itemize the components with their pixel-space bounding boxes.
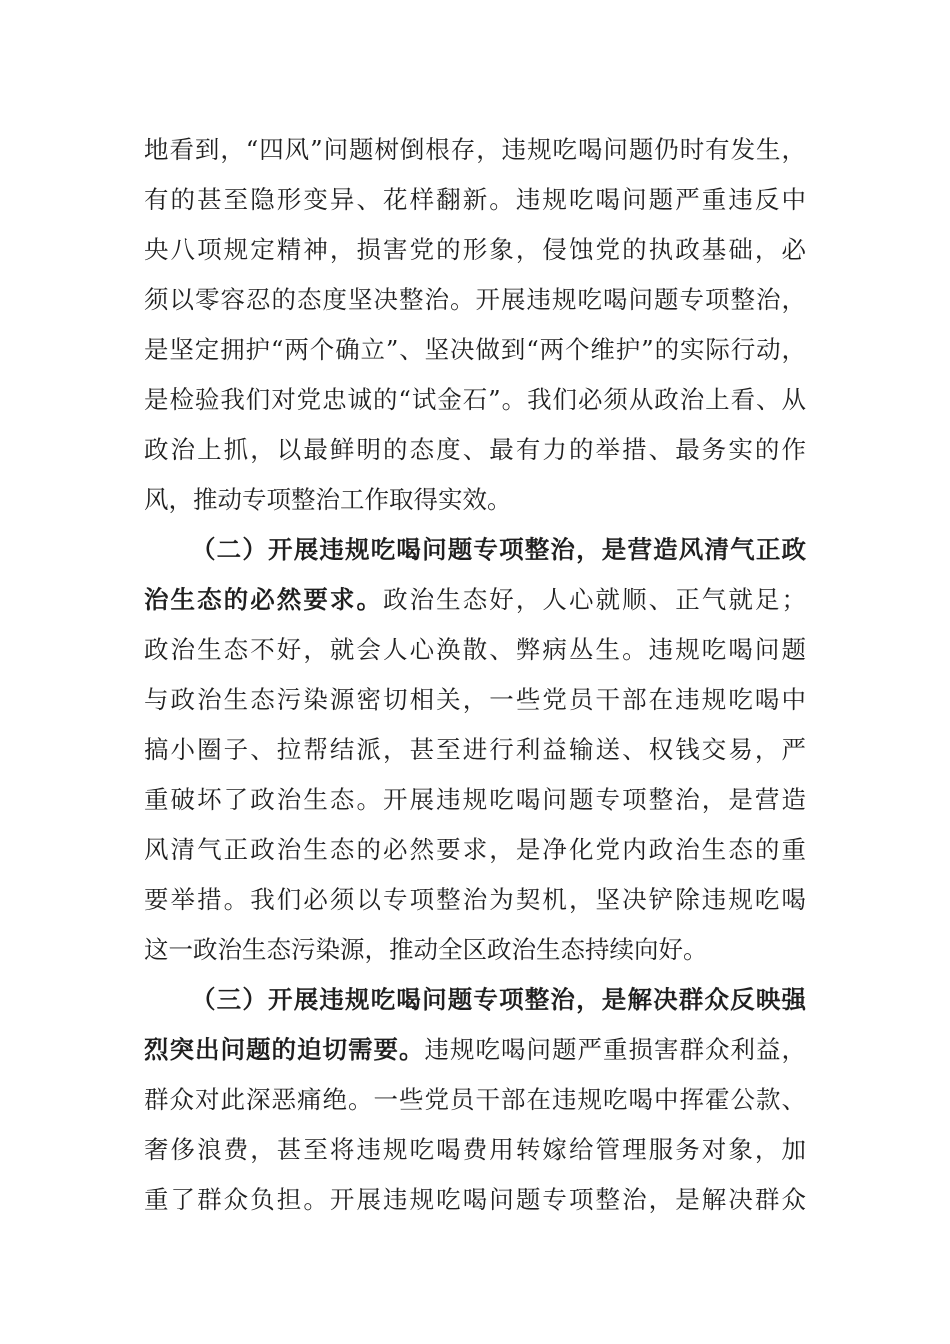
- text-line: 群众对此深恶痛绝。一些党员干部在违规吃喝中挥霍公款、: [144, 1085, 806, 1114]
- text-line: [144, 575, 806, 625]
- text-line: 与政治生态污染源密切相关，一些党员干部在违规吃喝中: [144, 685, 806, 714]
- section-heading-end: 治生态的必然要求。: [144, 585, 384, 614]
- text-line: 搞小圈子、拉帮结派，甚至进行利益输送、权钱交易，严: [144, 735, 806, 764]
- text-line: 政治上抓，以最鲜明的态度、最有力的举措、最务实的作: [144, 435, 806, 464]
- text-line: 有的甚至隐形变异、花样翻新。违规吃喝问题严重违反中: [144, 185, 806, 214]
- text-line: 是检验我们对党忠诚的“试金石”。我们必须从政治上看、从: [144, 385, 806, 414]
- text-line: 是坚定拥护“两个确立”、坚决做到“两个维护”的实际行动，: [144, 335, 806, 364]
- text-line: 央八项规定精神，损害党的形象，侵蚀党的执政基础，必: [144, 235, 806, 264]
- text-line: 风，推动专项整治工作取得实效。: [144, 485, 512, 514]
- text-line: 须以零容忍的态度坚决整治。开展违规吃喝问题专项整治，: [144, 285, 806, 314]
- text-line: 重破坏了政治生态。开展违规吃喝问题专项整治，是营造: [144, 785, 806, 814]
- paragraph-2: [144, 525, 806, 975]
- text-line: [144, 1025, 806, 1075]
- text-line: 风清气正政治生态的必然要求，是净化党内政治生态的重: [144, 835, 806, 864]
- paragraph-3: [144, 975, 806, 1225]
- text-line: 这一政治生态污染源，推动全区政治生态持续向好。: [144, 935, 708, 964]
- text-line: 奢侈浪费，甚至将违规吃喝费用转嫁给管理服务对象，加: [144, 1135, 806, 1164]
- paragraph-1: [144, 125, 806, 525]
- text-span: 违规吃喝问题严重损害群众利益，: [424, 1035, 806, 1064]
- section-heading-end: 烈突出问题的迫切需要。: [144, 1035, 425, 1064]
- text-span: 政治生态好，人心就顺、正气就足；: [383, 585, 806, 614]
- document-page: [144, 125, 806, 1225]
- section-heading: （三）开展违规吃喝问题专项整治，是解决群众反映强: [191, 985, 806, 1014]
- section-heading: （二）开展违规吃喝问题专项整治，是营造风清气正政: [191, 535, 806, 564]
- text-line: 政治生态不好，就会人心涣散、弊病丛生。违规吃喝问题: [144, 635, 806, 664]
- text-line: 重了群众负担。开展违规吃喝问题专项整治，是解决群众: [144, 1185, 806, 1214]
- text-line: 地看到，“四风”问题树倒根存，违规吃喝问题仍时有发生，: [144, 135, 806, 164]
- text-line: 要举措。我们必须以专项整治为契机，坚决铲除违规吃喝: [144, 885, 806, 914]
